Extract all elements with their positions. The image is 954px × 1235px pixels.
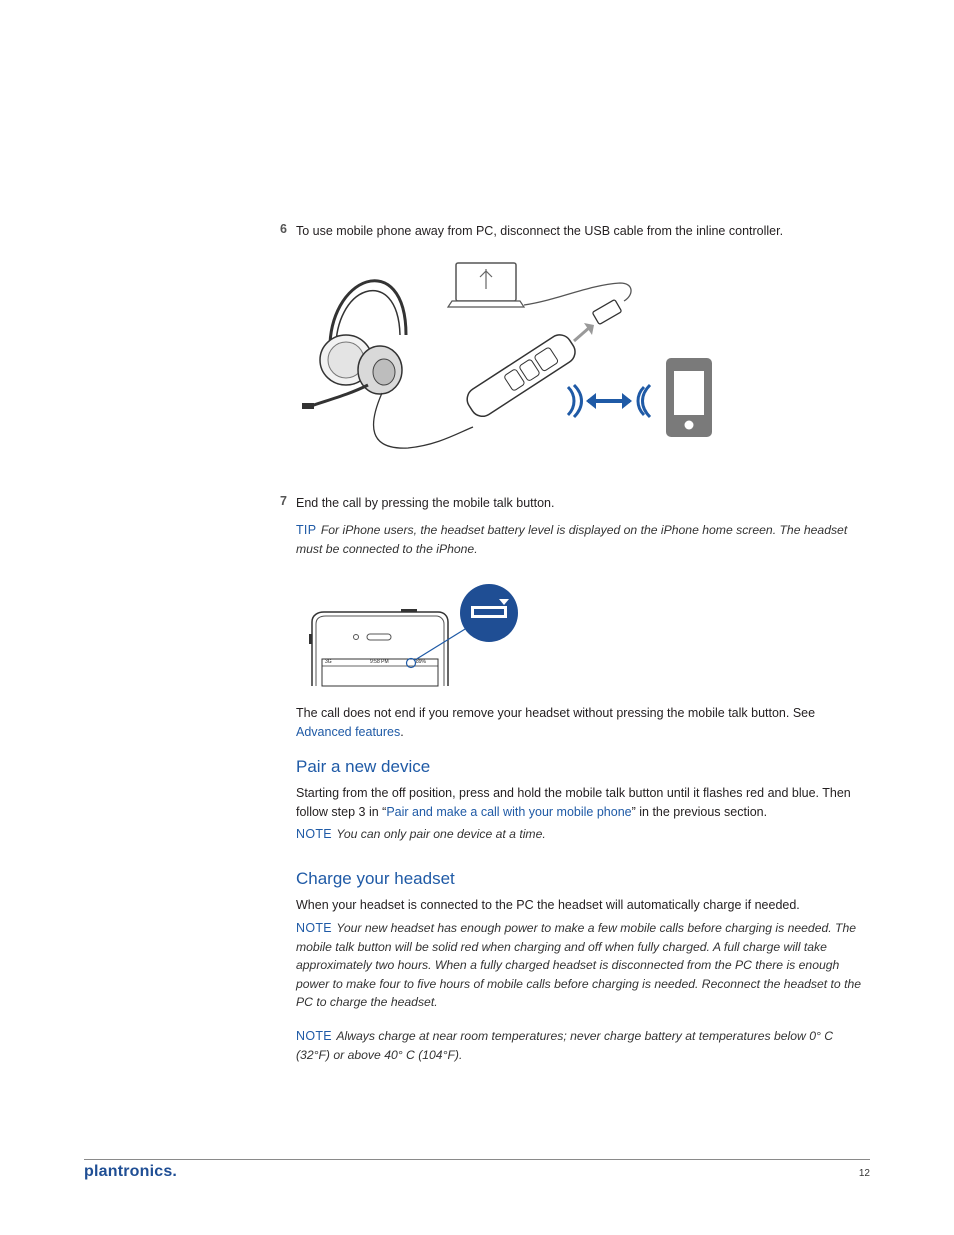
headset-usb-illustration — [298, 255, 718, 455]
pair-call-link[interactable]: Pair and make a call with your mobile phone — [386, 804, 632, 819]
pair-text-start: Starting from the off position, press and hold the mobile talk button until it flashes red and blue. Then follow step 3 in “ — [296, 786, 851, 819]
charge-note-2 — [296, 1027, 866, 1064]
phone-status-bar — [324, 659, 436, 666]
note-label: NOTE — [296, 921, 332, 935]
call-note-text: The call does not end if you remove your headset without pressing the mobile talk button. See — [296, 706, 816, 720]
iphone-battery-illustration — [308, 582, 523, 688]
advanced-features-link[interactable]: Advanced features — [296, 724, 401, 739]
charge-note-1 — [296, 919, 866, 1012]
step-number: 7 — [280, 494, 287, 508]
page-number: 12 — [858, 1168, 870, 1179]
tip-block — [296, 521, 868, 558]
charge-heading: Charge your headset — [296, 869, 455, 888]
footer-rule — [84, 1159, 870, 1160]
charge-text: When your headset is connected to the PC the headset will automatically charge if needed. — [296, 898, 800, 912]
charge-note-2-text: Always charge at near room temperatures; never charge battery at temperatures below 0° C (32°F) or above 40° C (104°F). — [296, 1029, 834, 1062]
pair-note-text: You can only pair one device at a time. — [336, 827, 546, 841]
pair-text — [296, 784, 871, 821]
status-signal: 3G — [325, 659, 332, 665]
brand-logo: plantronics. — [84, 1163, 178, 1180]
charge-note-1-text: Your new headset has enough power to make a few mobile calls before charging is needed. The mobile talk button will be solid red when charging and off when fully charged. A full charge will take approximately two hours. When a fully charged headset is disconnected from the PC there is enough power to make four to five hours of mobile calls before charging is needed. Reconnect the headset to the PC to charge the headset. — [296, 921, 862, 1009]
call-note — [296, 704, 871, 741]
pair-text-end: ” in the previous section. — [631, 804, 768, 819]
tip-label: TIP — [296, 523, 317, 537]
status-battery: 89% — [416, 659, 427, 665]
pair-heading: Pair a new device — [296, 757, 431, 776]
call-note-end: . — [400, 724, 404, 739]
status-time: 9:58 PM — [370, 659, 389, 665]
pair-note — [296, 825, 871, 844]
note-label: NOTE — [296, 1029, 332, 1043]
tip-text: For iPhone users, the headset battery level is displayed on the iPhone home screen. The headset must be connected to the iPhone. — [296, 523, 848, 556]
step-7-text: End the call by pressing the mobile talk button. — [296, 496, 555, 510]
step-number: 6 — [280, 222, 287, 236]
step-6-text: To use mobile phone away from PC, disconnect the USB cable from the inline controller. — [296, 224, 784, 238]
note-label: NOTE — [296, 827, 332, 841]
